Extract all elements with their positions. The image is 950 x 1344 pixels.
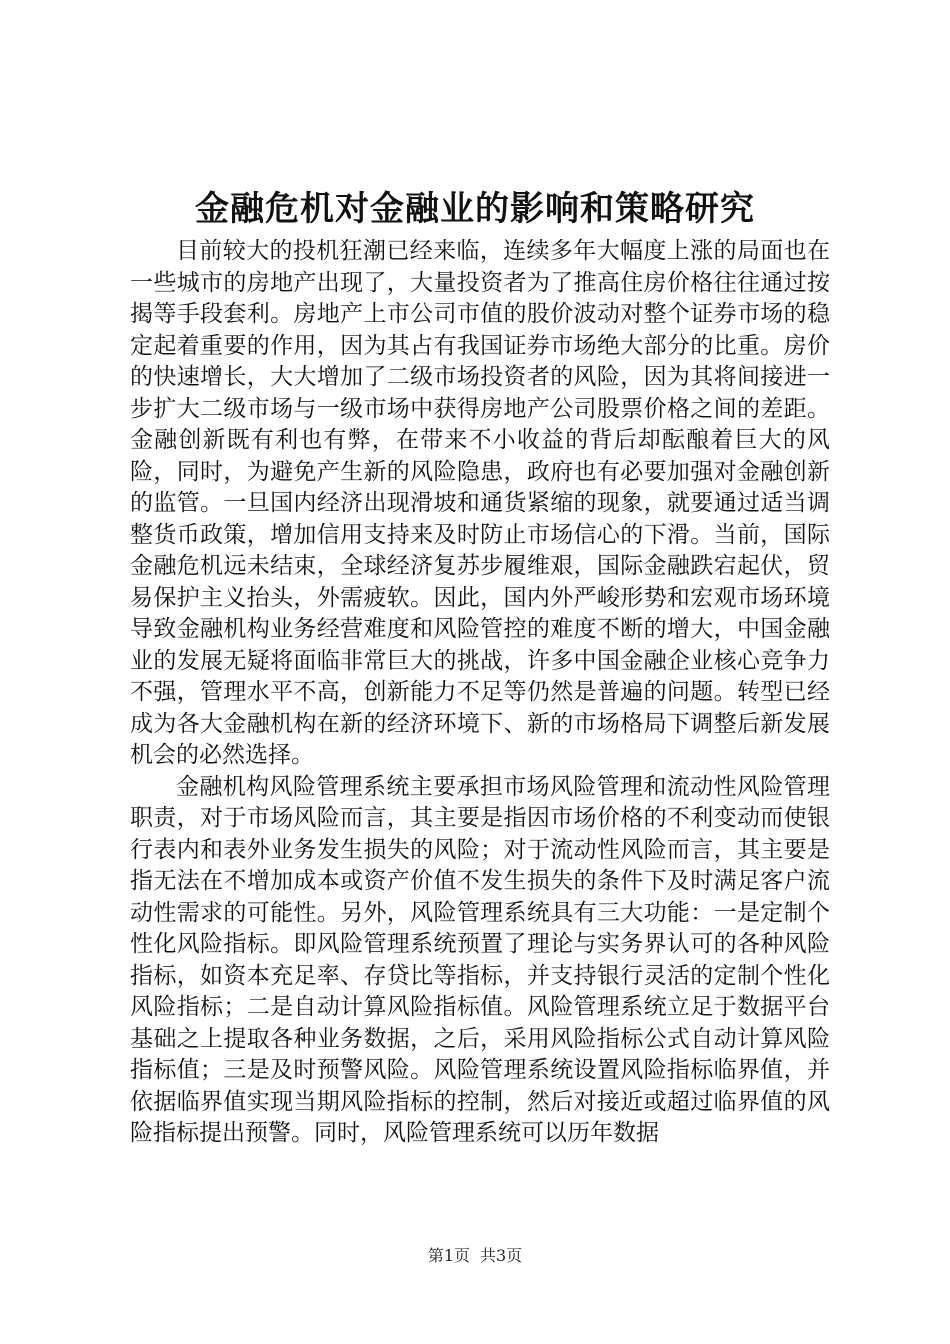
paragraph: 目前较大的投机狂潮已经来临，连续多年大幅度上涨的局面也在一些城市的房地产出现了，大量投资者为了推高住房价格往往通过按揭等手段套利。房地产上市公司市值的股价波动对整个证券市场的稳定起着重要的作用，因为其占有我国证券市场绝大部分的比重。房价的快速增长，大大增加了二级市场投资者的风险，因为其将间接进一步扩大二级市场与一级市场中获得房地产公司股票价格之间的差距。金融创新既有利也有弊，在带来不小收益的背后却酝酿着巨大的风险，同时，为避免产生新的风险隐患，政府也有必要加强对金融创新的监管。一旦国内经济出现滑坡和通货紧缩的现象，就要通过适当调整货币政策，增加信用支持来及时防止市场信心的下滑。当前，国际金融危机远未结束，全球经济复苏步履维艰，国际金融跌宕起伏，贸易保护主义抬头，外需疲软。因此，国内外严峻形势和宏观市场环境导致金融机构业务经营难度和风险管控的难度不断的增大，中国金融业的发展无疑将面临非常巨大的挑战，许多中国金融企业核心竞争力不强，管理水平不高，创新能力不足等仍然是普遍的问题。转型已经成为各大金融机构在新的经济环境下、新的市场格局下调整后新发展机会的必然选择。	[130, 238, 830, 768]
document-body	[130, 236, 830, 1150]
page-footer	[0, 1245, 950, 1267]
paragraph: 金融机构风险管理系统主要承担市场风险管理和流动性风险管理职责，对于市场风险而言，其主要是指因市场价格的不利变动而使银行表内和表外业务发生损失的风险；对于流动性风险而言，其主要是指无法在不增加成本或资产价值不发生损失的条件下及时满足客户流动性需求的可能性。另外，风险管理系统具有三大功能：一是定制个性化风险指标。即风险管理系统预置了理论与实务界认可的各种风险指标，如资本充足率、存贷比等指标，并支持银行灵活的定制个性化风险指标；二是自动计算风险指标值。风险管理系统立足于数据平台基础之上提取各种业务数据，之后，采用风险指标公式自动计算风险指标值；三是及时预警风险。风险管理系统设置风险指标临界值，并依据临界值实现当期风险指标的控制，然后对接近或超过临界值的风险指标提出预警。同时，风险管理系统可以历年数据	[130, 773, 830, 1146]
page-total: 共3页	[480, 1246, 523, 1265]
document-title: 金融危机对金融业的影响和策略研究	[195, 189, 755, 229]
page-number: 第1页	[427, 1246, 470, 1265]
